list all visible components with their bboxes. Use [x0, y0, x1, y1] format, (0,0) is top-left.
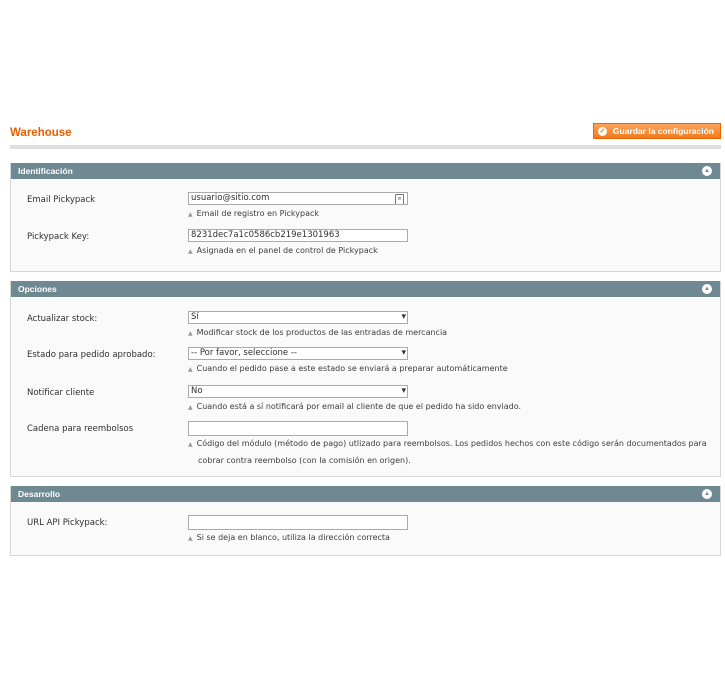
email-input[interactable] [188, 192, 408, 205]
section-desarrollo [10, 486, 721, 556]
triangle-up-icon: ▲ [188, 441, 193, 448]
page-title: Warehouse [10, 127, 72, 139]
cadena-note [188, 436, 707, 469]
triangle-up-icon: ▲ [188, 248, 193, 255]
notificar-note [188, 399, 521, 416]
key-note [188, 243, 378, 260]
email-value: usuario@sitio.com [191, 193, 270, 203]
stock-label: Actualizar stock: [27, 314, 98, 324]
section-header-opciones[interactable] [11, 281, 720, 297]
estado-note-text: Cuando el pedido pase a este estado se enviará a preparar automáticamente [196, 364, 508, 373]
section-opciones [10, 281, 721, 477]
key-note-text: Asignada en el panel de control de Pickypack [196, 246, 378, 255]
stock-note-text: Modificar stock de los productos de las entradas de mercancia [196, 328, 448, 337]
notificar-label: Notificar cliente [27, 388, 95, 398]
title-divider [10, 145, 721, 149]
email-label: Email Pickypack [27, 195, 96, 205]
section-title: Identificación [18, 166, 73, 176]
estado-select[interactable]: -- Por favor, seleccione -- ▾ [188, 347, 408, 360]
notificar-note-text: Cuando está a sí notificará por email al cliente de que el pedido ha sido enviado. [196, 402, 522, 411]
section-identificacion [10, 163, 721, 272]
check-circle-icon: ✓ [599, 127, 606, 135]
collapse-icon[interactable]: ▲ [702, 489, 712, 499]
collapse-icon[interactable]: ▲ [702, 284, 712, 294]
triangle-up-icon: ▲ [188, 330, 193, 337]
notificar-select[interactable]: No ▾ [188, 385, 408, 398]
cadena-note-text-2: cobrar contra reembolso (con la comisión en origen). [198, 456, 411, 465]
estado-note [188, 361, 508, 378]
triangle-up-icon: ▲ [188, 366, 193, 373]
stock-select[interactable]: Sí ▾ [188, 311, 408, 324]
estado-label: Estado para pedido aprobado: [27, 350, 156, 360]
section-title: Desarrollo [18, 489, 61, 499]
url-note [188, 530, 390, 547]
collapse-icon[interactable]: ▲ [702, 166, 712, 176]
email-note-text: Email de registro en Pickypack [196, 209, 319, 218]
save-config-button[interactable] [593, 123, 721, 139]
section-header-identificacion[interactable] [11, 163, 720, 179]
triangle-up-icon: ▲ [188, 404, 193, 411]
cadena-note-text-1: Código del módulo (método de pago) utlizado para reembolsos. Los pedidos hechos con este código serán documentados para [196, 439, 707, 448]
stock-note [188, 325, 447, 342]
save-config-label: Guardar la configuración [612, 126, 714, 136]
triangle-up-icon: ▲ [188, 535, 193, 542]
cadena-label: Cadena para reembolsos [27, 424, 134, 434]
section-header-desarrollo[interactable] [11, 486, 720, 502]
url-input[interactable] [188, 515, 408, 530]
contact-card-icon[interactable]: ≡ [395, 194, 404, 205]
triangle-up-icon: ▲ [188, 211, 193, 218]
email-note [188, 206, 319, 223]
url-note-text: Si se deja en blanco, utiliza la dirección correcta [196, 533, 390, 542]
key-label: Pickypack Key: [27, 232, 90, 242]
section-title: Opciones [18, 284, 57, 294]
cadena-input[interactable] [188, 421, 408, 436]
url-label: URL API Pickypack: [27, 518, 108, 528]
key-input[interactable]: 8231dec7a1c0586cb219e1301963 [188, 229, 408, 242]
